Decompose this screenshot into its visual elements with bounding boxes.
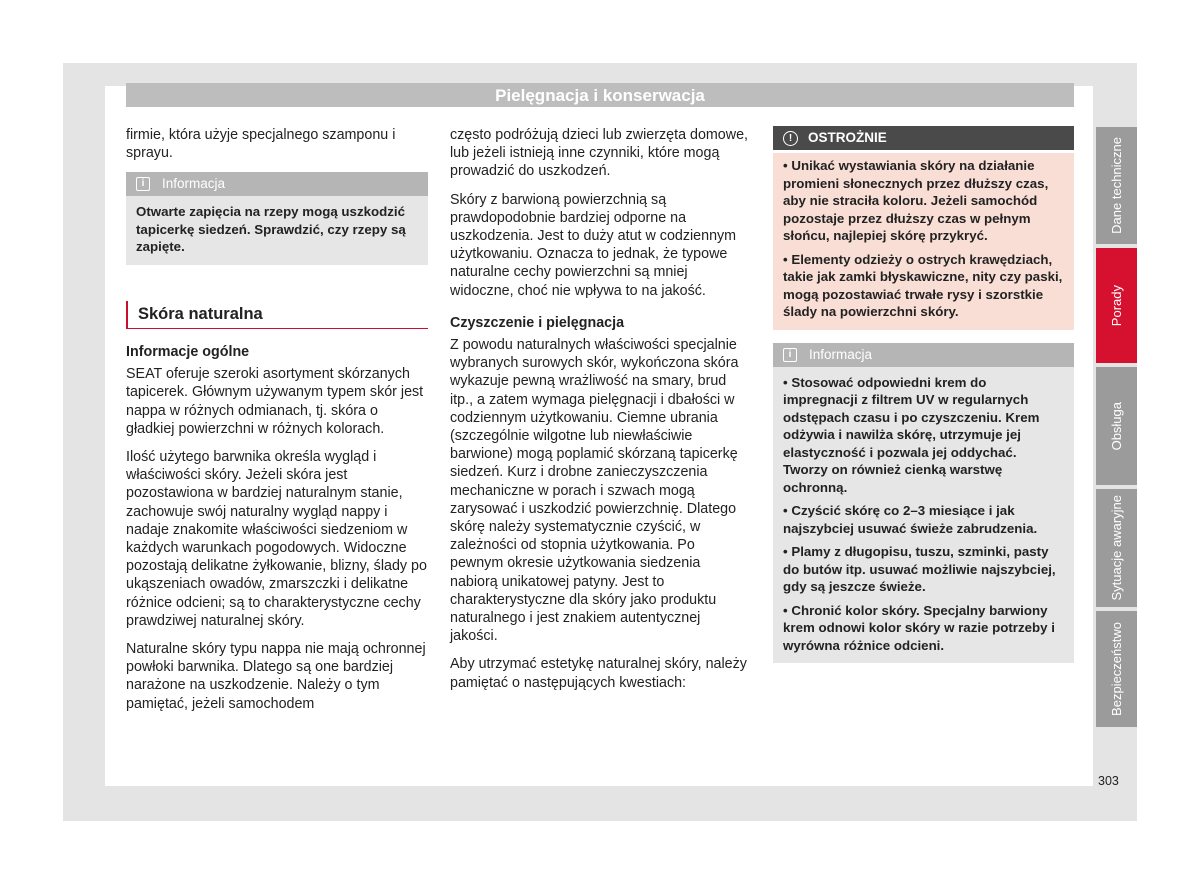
side-tab-label: Sytuacje awaryjne (1109, 495, 1124, 601)
info-box-title: Informacja (809, 346, 873, 362)
info-icon: i (783, 348, 797, 362)
info-box-body (773, 367, 1074, 664)
side-tab-porady[interactable] (1096, 248, 1137, 363)
warning-box-body (773, 150, 1074, 330)
info-item: • Stosować odpowiedni krem do impregnacji z filtrem UV w regularnych odstępach czasu i po czyszczeniu. Krem odżywia i nawilża skórę, utrzymuje jej elastyczność i pozwala jej oddychać. Tworzy on również cienką warstwę ochronną. (783, 374, 1040, 495)
paragraph: często podróżują dzieci lub zwierzęta domowe, lub jeżeli istnieją inne czynniki, które mogą prowadzić do uszkodzeń. (450, 127, 749, 180)
info-box-body (126, 196, 428, 265)
warning-item: • Unikać wystawiania skóry na działanie promieni słonecznych przez dłuższy czas, aby nie straciła koloru. Jeżeli samochód pozostaje przez dłuższy czas w pełnym słońcu, najlepiej skórę przykryć. (783, 158, 1049, 243)
warning-box-header (773, 126, 1074, 150)
warning-box-title: OSTROŻNIE (808, 130, 887, 145)
info-box-header (773, 343, 1074, 367)
side-tab-label: Dane techniczne (1109, 137, 1124, 234)
intro-text: firmie, która użyje specjalnego szamponu i sprayu. (126, 127, 396, 162)
paragraph: SEAT oferuje szeroki asortyment skórzanych tapicerek. Głównym używanym typem skór jest nappa w różnych odmianach, tj. skóra o gładkiej powierzchni w różnych kolorach. (126, 366, 424, 437)
side-tab-label: Bezpieczeństwo (1109, 622, 1124, 716)
side-tab-obsluga[interactable] (1096, 367, 1137, 485)
info-item: • Chronić kolor skóry. Specjalny barwiony krem odnowi kolor skóry w razie potrzeby i wyrówna różnice odcieni. (783, 602, 1055, 653)
paragraph: Skóry z barwioną powierzchnią są prawdopodobnie bardziej odporne na uszkodzenia. Jest to duży atut w codziennym użytkowaniu. Oznacza to jednak, że typowe naturalne cechy powierzchni są mniej widoczne, choć nie wpływa to na jakość. (450, 191, 737, 299)
info-box (126, 172, 428, 265)
page-header: Pielęgnacja i konserwacja (126, 83, 1074, 107)
column-3 (773, 126, 1074, 673)
paragraph: Aby utrzymać estetykę naturalnej skóry, należy pamiętać o następujących kwestiach: (450, 656, 747, 691)
info-box-header (126, 172, 428, 196)
info-box-text: Otwarte zapięcia na rzepy mogą uszkodzić tapicerkę siedzeń. Sprawdzić, czy rzepy są zapięte. (136, 204, 406, 255)
section-title: Skóra naturalna (126, 301, 428, 329)
info-icon: i (136, 177, 150, 191)
side-tab-bezpieczenstwo[interactable] (1096, 611, 1137, 727)
info-box (773, 343, 1074, 664)
side-tab-dane-techniczne[interactable] (1096, 127, 1137, 244)
subsection-title: Informacje ogólne (126, 343, 250, 360)
info-box-title: Informacja (162, 176, 226, 192)
paragraph: Ilość użytego barwnika określa wygląd i właściwości skóry. Jeżeli skóra jest pozostawiona w bardziej naturalnym stanie, zachowuje swój naturalny wygląd nappy i nadaje znakomite właściwości siedzeniom w każdych warunkach pogodowych. Widoczne pozostają delikatne żyłkowanie, blizny, ślady po ukąszeniach owadów, zmarszczki i delikatne różnice odcieni; są to charakterystyczne cechy prawdziwej naturalnej skóry. (126, 448, 427, 629)
column-1 (126, 126, 428, 723)
paragraph: Naturalne skóry typu nappa nie mają ochronnej powłoki barwnika. Dlatego są one bardziej narażone na uszkodzenie. Należy o tym pamiętać, jeżeli samochodem (126, 640, 426, 712)
paragraph: Z powodu naturalnych właściwości specjalnie wybranych surowych skór, wykończona skóra wykazuje pewną wrażliwość na smary, brud itp., a zatem wymaga pielęgnacji i dbałości w codziennym użytkowaniu. Ciemne ubrania (szczególnie wilgotne lub niewłaściwie barwione) mogą poplamić skórzaną tapicerkę siedzeń. Kurz i drobne zanieczyszczenia mechaniczne w porach i szwach mogą zarysować i uszkodzić powierzchnię. Dlatego skórę należy systematycznie czyścić, w zależności od stopnia użytkowania. Po pewnym okresie użytkowania siedzenia nabiorą unikatowej patyny. Jest to charakterystyczne dla skóry jako produktu naturalnego i jest znakiem autentycznej jakości. (450, 337, 739, 645)
warning-icon: ! (783, 131, 798, 146)
subsection-title: Czyszczenie i pielęgnacja (450, 314, 625, 331)
page-number: 303 (1098, 774, 1119, 788)
side-tab-label: Porady (1109, 284, 1124, 327)
warning-box (773, 126, 1074, 330)
column-2 (450, 126, 750, 702)
warning-item: • Elementy odzieży o ostrych krawędziach, takie jak zamki błyskawiczne, nity czy paski, mogą pozostawiać trwałe rysy i szorstkie ślady na powierzchni skóry. (783, 251, 1063, 319)
info-item: • Plamy z długopisu, tuszu, szminki, pasty do butów itp. usuwać możliwie najszybciej, gdy są jeszcze świeże. (783, 544, 1056, 594)
info-item: • Czyścić skórę co 2–3 miesiące i jak najszybciej usuwać świeże zabrudzenia. (783, 503, 1038, 536)
side-tab-label: Obsługa (1109, 401, 1124, 451)
side-tab-sytuacje-awaryjne[interactable] (1096, 489, 1137, 607)
